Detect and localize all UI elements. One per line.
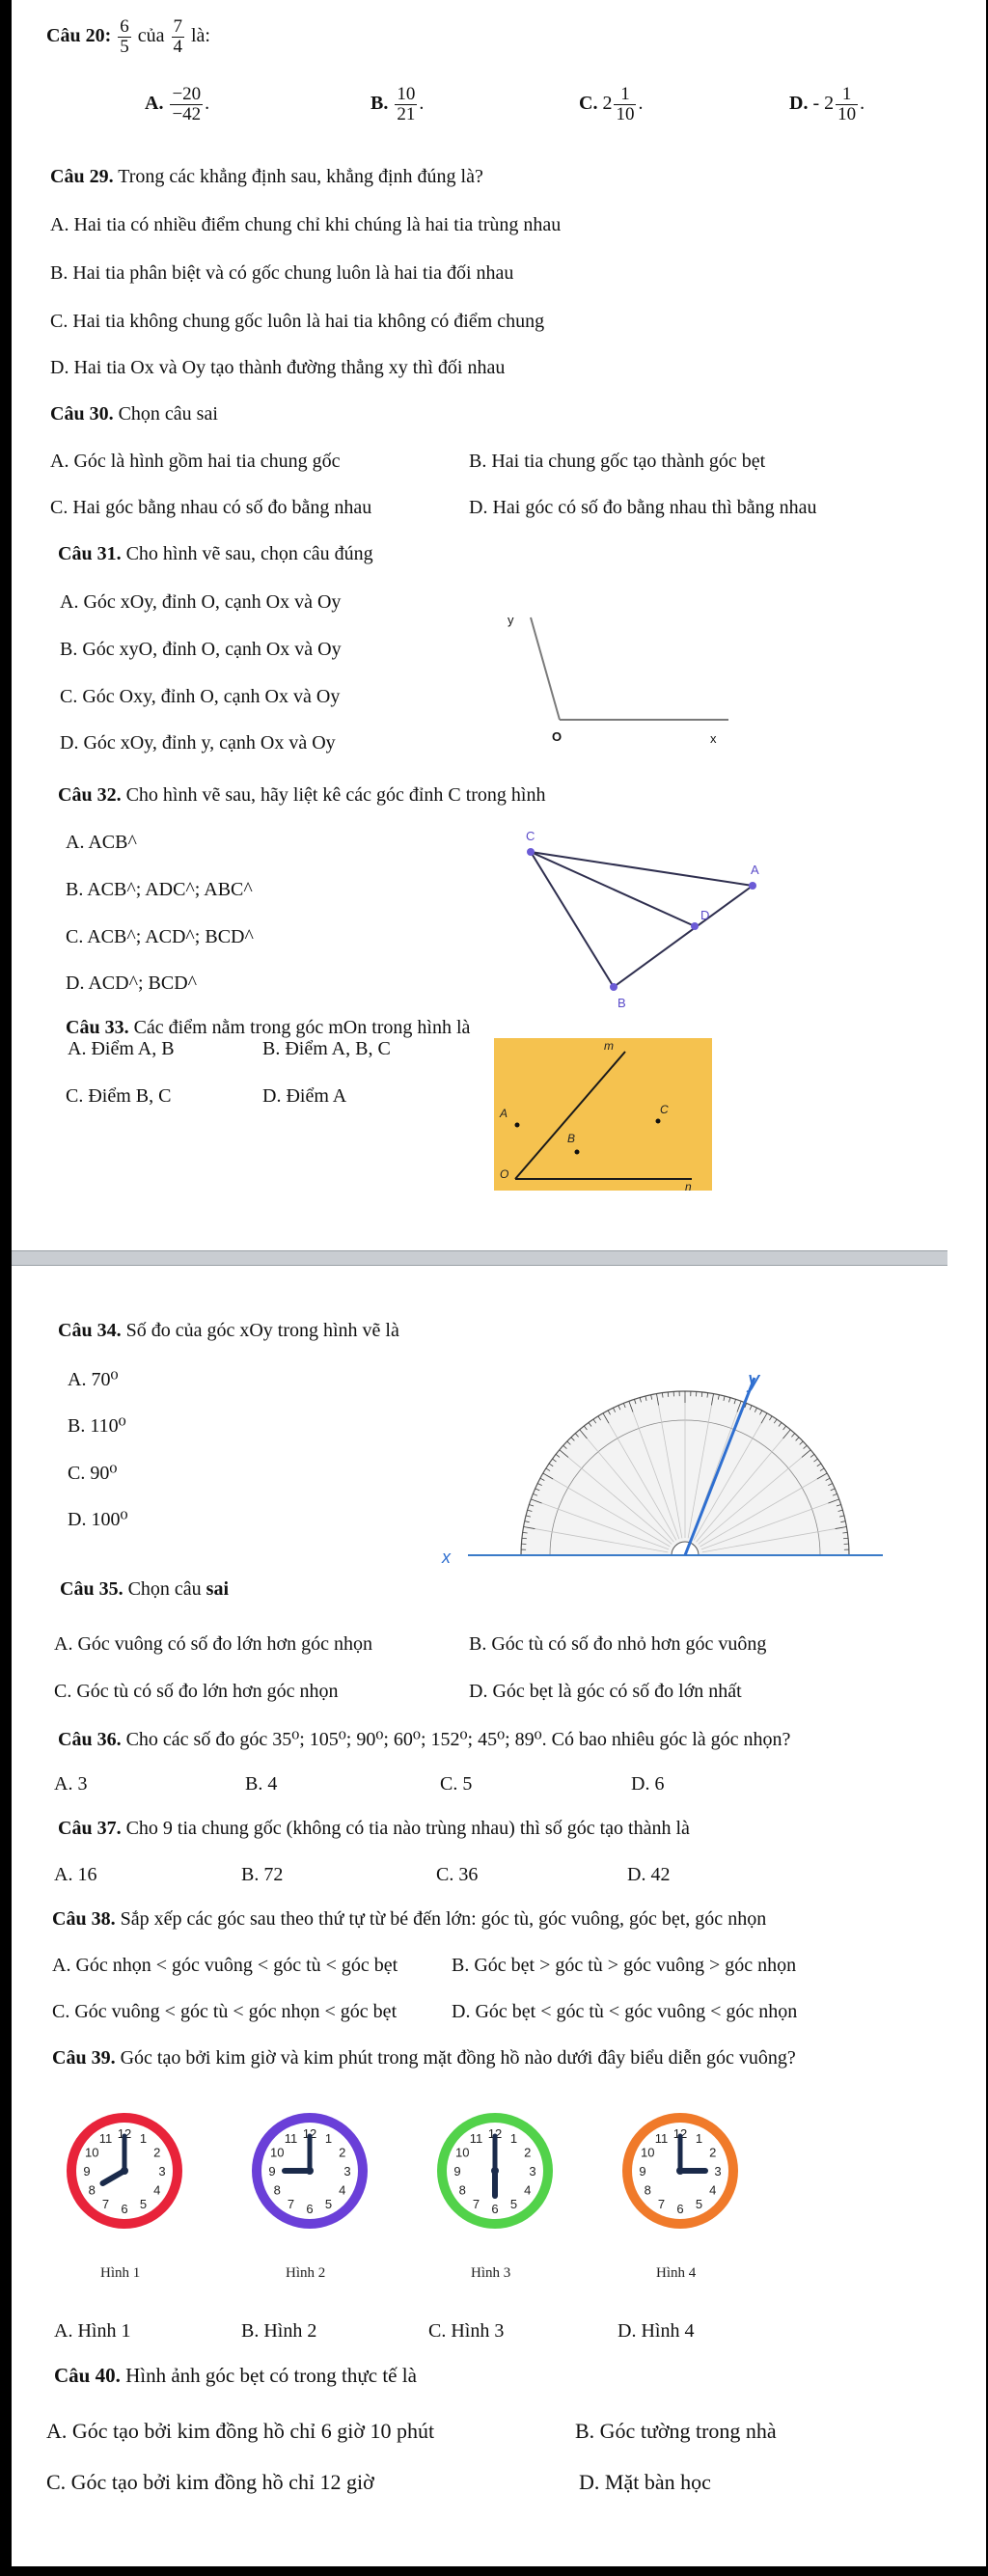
clock-numeral: 3 (529, 2164, 536, 2179)
q32-option-a[interactable]: A. ACB^ (66, 832, 137, 853)
q33-option-d[interactable]: D. Điểm A (262, 1085, 347, 1107)
q30-label: Câu 30. (50, 403, 114, 425)
q32-label-a: A (751, 863, 759, 877)
clock-numeral: 5 (509, 2196, 518, 2211)
clock-numeral: 12 (302, 2126, 317, 2141)
q33-label-m: m (604, 1039, 614, 1053)
clock-numeral: 11 (98, 2131, 113, 2147)
clock-numeral: 4 (524, 2182, 532, 2198)
q33-option-c[interactable]: C. Điểm B, C (66, 1085, 172, 1107)
q32-option-b[interactable]: B. ACB^; ADC^; ABC^ (66, 879, 253, 900)
q33-angle-figure (494, 1038, 712, 1191)
clock-pin (491, 2167, 499, 2175)
q39-stem (52, 2047, 796, 2069)
q20-f1-num: 6 (120, 16, 129, 37)
q33-point-a (515, 1123, 520, 1128)
q33-label-c: C (660, 1103, 669, 1116)
clock-2 (247, 2108, 372, 2233)
q39-option-b[interactable]: B. Hình 2 (241, 2320, 317, 2342)
clock-1 (62, 2108, 187, 2233)
q33-label: Câu 33. (66, 1017, 129, 1038)
q32-stem (58, 784, 546, 807)
q39-option-c[interactable]: C. Hình 3 (428, 2320, 505, 2342)
q33-point-c (656, 1119, 661, 1124)
q39-caption-4: Hình 4 (656, 2265, 697, 2281)
q32-side-ca (531, 852, 753, 886)
q30-stem (50, 403, 218, 425)
q40-option-a[interactable]: A. Góc tạo bởi kim đồng hồ chỉ 6 giờ 10 phút (46, 2419, 435, 2443)
q32-point-b (610, 983, 618, 991)
section-divider (12, 1250, 947, 1266)
q20-c-fraction (614, 85, 636, 124)
clock-numeral: 6 (121, 2202, 128, 2216)
clock-numeral: 1 (139, 2131, 148, 2147)
q20-d-den: 10 (837, 103, 857, 124)
q31-option-b[interactable]: B. Góc xyO, đỉnh O, cạnh Ox và Oy (60, 639, 342, 660)
q38-option-b[interactable]: B. Góc bẹt > góc tù > góc vuông > góc nhọn (452, 1955, 797, 1976)
clock-numeral: 9 (83, 2164, 91, 2179)
q33-label-o: O (500, 1167, 509, 1181)
q29-label: Câu 29. (50, 166, 114, 187)
q32-label-b: B (618, 996, 626, 1010)
clock-numeral: 2 (709, 2145, 717, 2160)
clock-4 (618, 2108, 743, 2233)
q34-label-y: y (748, 1367, 759, 1393)
protractor-tick (701, 1392, 702, 1397)
q34-option-b[interactable]: B. 110⁰ (68, 1415, 126, 1437)
clock-pin (121, 2167, 128, 2175)
q31-ray-oy (531, 617, 560, 720)
clock-numeral: 4 (709, 2182, 717, 2198)
q34-protractor (521, 1391, 849, 1555)
q33-label-a: A (500, 1107, 508, 1120)
q30-option-c[interactable]: C. Hai góc bằng nhau có số đo bằng nhau (50, 497, 372, 518)
q35-option-b[interactable]: B. Góc tù có số đo nhỏ hơn góc vuông (469, 1633, 767, 1655)
q31-label-x: x (710, 731, 717, 746)
q40-option-b[interactable]: B. Góc tường trong nhà (575, 2419, 777, 2443)
clock-numeral: 10 (454, 2145, 470, 2160)
q40-label: Câu 40. (54, 2364, 121, 2387)
q31-label: Câu 31. (58, 543, 122, 564)
clock-numeral: 11 (284, 2131, 298, 2147)
q33-option-b[interactable]: B. Điểm A, B, C (262, 1038, 391, 1059)
clock-numeral: 7 (101, 2196, 110, 2211)
q20-f2-den: 4 (173, 36, 182, 57)
clock-numeral: 10 (269, 2145, 285, 2160)
q31-option-a[interactable]: A. Góc xOy, đỉnh O, cạnh Ox và Oy (60, 591, 342, 613)
q30-option-b[interactable]: B. Hai tia chung gốc tạo thành góc bẹt (469, 451, 766, 472)
q20-of: của (137, 25, 165, 47)
q20-c-den: 10 (616, 103, 635, 124)
q32-side-cd (531, 852, 695, 926)
q32-point-a (749, 882, 756, 890)
q32-point-c (527, 848, 535, 856)
q31-text: Cho hình vẽ sau, chọn câu đúng (125, 543, 373, 564)
q30-option-d[interactable]: D. Hai góc có số đo bằng nhau thì bằng nhau (469, 497, 817, 518)
q39-option-d[interactable]: D. Hình 4 (618, 2320, 695, 2342)
q20-label: Câu 20: (46, 25, 112, 47)
clock-numeral: 1 (509, 2131, 518, 2147)
q38-option-a[interactable]: A. Góc nhọn < góc vuông < góc tù < góc bẹt (52, 1955, 398, 1976)
q32-label-d: D (700, 908, 710, 922)
q36-text: Cho các số đo góc 35⁰; 105⁰; 90⁰; 60⁰; 152⁰; 45⁰; 89⁰. Có bao nhiêu góc là góc nhọn? (125, 1729, 791, 1750)
q33-option-a[interactable]: A. Điểm A, B (68, 1038, 175, 1059)
q20-option-c[interactable]: C. 2 $\frac{1}{10}$ . (579, 84, 644, 124)
q35-bold-word: sai (206, 1578, 230, 1600)
clock-numeral: 3 (158, 2164, 166, 2179)
q32-side-cb (531, 852, 614, 987)
q20-d-fraction (836, 85, 858, 124)
q20-b-num: 10 (397, 84, 416, 104)
q20-b-label: B. (370, 93, 389, 115)
q36-label: Câu 36. (58, 1729, 122, 1750)
q35-text: Chọn câu (127, 1578, 202, 1600)
q29-option-a[interactable]: A. Hai tia có nhiều điểm chung chỉ khi chúng là hai tia trùng nhau (50, 214, 562, 235)
q20-a-num: −20 (172, 84, 202, 104)
q36-option-c[interactable]: C. 5 (440, 1773, 473, 1795)
q29-text: Trong các khẳng định sau, khẳng định đúng là? (118, 166, 483, 187)
q30-text: Chọn câu sai (118, 403, 218, 425)
protractor-tick (843, 1538, 848, 1539)
q34-option-c[interactable]: C. 90⁰ (68, 1463, 118, 1484)
q38-stem (52, 1908, 766, 1931)
q36-option-d[interactable]: D. 6 (631, 1773, 665, 1795)
q37-option-b[interactable]: B. 72 (241, 1864, 284, 1885)
q32-option-d[interactable]: D. ACD^; BCD^ (66, 973, 198, 994)
q34-label-x: x (442, 1548, 451, 1567)
q34-label: Câu 34. (58, 1320, 122, 1341)
q35-label: Câu 35. (60, 1578, 124, 1600)
q20-c-whole: 2 (602, 93, 613, 115)
q32-side-ab (614, 886, 753, 987)
q31-angle-figure (482, 598, 753, 762)
clock-numeral: 2 (153, 2145, 161, 2160)
clock-pin (306, 2167, 314, 2175)
q34-text: Số đo của góc xOy trong hình vẽ là (125, 1320, 399, 1341)
clock-numeral: 12 (117, 2126, 132, 2141)
q20-d-num: 1 (836, 85, 858, 105)
q20-c-num: 1 (614, 85, 636, 105)
clock-numeral: 8 (644, 2182, 651, 2198)
q31-option-c[interactable]: C. Góc Oxy, đỉnh O, cạnh Ox và Oy (60, 686, 341, 707)
q29-option-d[interactable]: D. Hai tia Ox và Oy tạo thành đường thẳng xy thì đối nhau (50, 357, 506, 378)
q37-stem (58, 1818, 690, 1840)
clock-pin (676, 2167, 684, 2175)
q35-option-a[interactable]: A. Góc vuông có số đo lớn hơn góc nhọn (54, 1633, 373, 1655)
q31-label-y: y (508, 613, 514, 627)
q38-text: Sắp xếp các góc sau theo thứ tự từ bé đến lớn: góc tù, góc vuông, góc bẹt, góc nhọn (120, 1908, 767, 1930)
clock-numeral: 5 (139, 2196, 148, 2211)
q20-d-whole: - 2 (812, 93, 835, 115)
q32-point-d (691, 922, 699, 930)
q33-label-n: n (685, 1180, 692, 1191)
clock-numeral: 2 (339, 2145, 346, 2160)
q31-option-d[interactable]: D. Góc xOy, đỉnh y, cạnh Ox và Oy (60, 732, 336, 754)
q35-option-d[interactable]: D. Góc bẹt là góc có số đo lớn nhất (469, 1681, 742, 1702)
q20-b-fraction (395, 85, 417, 124)
q40-text: Hình ảnh góc bẹt có trong thực tế là (125, 2364, 417, 2387)
clock-numeral: 1 (324, 2131, 333, 2147)
clock-numeral: 10 (84, 2145, 99, 2160)
bottom-border (0, 2566, 988, 2576)
clock-3 (432, 2108, 558, 2233)
q39-caption-1: Hình 1 (100, 2265, 141, 2281)
q35-option-c[interactable]: C. Góc tù có số đo lớn hơn góc nhọn (54, 1681, 339, 1702)
q32-label: Câu 32. (58, 784, 122, 806)
q33-point-b (575, 1150, 580, 1155)
q37-label: Câu 37. (58, 1818, 122, 1839)
q38-option-d[interactable]: D. Góc bẹt < góc tù < góc vuông < góc nhọn (452, 2001, 798, 2022)
q29-stem (50, 166, 483, 188)
clock-numeral: 6 (491, 2202, 499, 2216)
q36-option-a[interactable]: A. 3 (54, 1773, 88, 1795)
q34-stem (58, 1320, 399, 1342)
clock-numeral: 9 (268, 2164, 276, 2179)
clock-numeral: 6 (676, 2202, 684, 2216)
q20-f2-num: 7 (173, 16, 182, 37)
q33-text: Các điểm nằm trong góc mOn trong hình là (133, 1017, 471, 1038)
q30-option-a[interactable]: A. Góc là hình gồm hai tia chung gốc (50, 451, 341, 472)
q20-a-den: −42 (172, 103, 202, 124)
q35-stem (60, 1578, 229, 1601)
clock-numeral: 7 (657, 2196, 666, 2211)
clock-numeral: 3 (714, 2164, 722, 2179)
q33-label-b: B (567, 1132, 576, 1145)
clock-numeral: 8 (273, 2182, 281, 2198)
q32-text: Cho hình vẽ sau, hãy liệt kê các góc đỉnh C trong hình (125, 784, 546, 806)
q34-protractor-figure (439, 1360, 902, 1568)
clock-numeral: 7 (287, 2196, 295, 2211)
clock-numeral: 11 (469, 2131, 483, 2147)
q32-option-c[interactable]: C. ACB^; ACD^; BCD^ (66, 926, 254, 947)
q29-option-c[interactable]: C. Hai tia không chung gốc luôn là hai tia không có điểm chung (50, 311, 545, 332)
q36-option-b[interactable]: B. 4 (245, 1773, 278, 1795)
q31-stem (58, 543, 373, 565)
q38-option-c[interactable]: C. Góc vuông < góc tù < góc nhọn < góc bẹt (52, 2001, 398, 2022)
q20-option-b[interactable]: B. $\frac{10}{21}$ . (370, 84, 425, 124)
q36-stem (58, 1727, 790, 1751)
q20-d-label: D. (789, 93, 809, 115)
clock-numeral: 12 (487, 2126, 503, 2141)
q39-label: Câu 39. (52, 2047, 116, 2069)
clock-numeral: 5 (324, 2196, 333, 2211)
q34-option-d[interactable]: D. 100⁰ (68, 1509, 128, 1530)
q20-b-den: 21 (397, 103, 416, 124)
q40-option-d[interactable]: D. Mặt bàn học (579, 2470, 711, 2494)
clock-numeral: 10 (640, 2145, 655, 2160)
q20-fraction-2 (172, 17, 185, 57)
q20-option-a[interactable]: A. $\frac{-20}{-42}$ . (145, 84, 210, 124)
q37-option-c[interactable]: C. 36 (436, 1864, 479, 1885)
clock-numeral: 7 (472, 2196, 480, 2211)
q20-stem (46, 17, 210, 57)
q20-a-fraction (170, 85, 203, 124)
q37-text: Cho 9 tia chung gốc (không có tia nào trùng nhau) thì số góc tạo thành là (125, 1818, 690, 1839)
q39-text: Góc tạo bởi kim giờ và kim phút trong mặt đồng hồ nào dưới đây biểu diễn góc vuông? (120, 2047, 796, 2069)
protractor-tick (668, 1392, 669, 1397)
clock-numeral: 5 (695, 2196, 703, 2211)
q39-option-a[interactable]: A. Hình 1 (54, 2320, 131, 2342)
clock-numeral: 12 (672, 2126, 688, 2141)
q29-option-b[interactable]: B. Hai tia phân biệt và có gốc chung luôn là hai tia đối nhau (50, 262, 514, 284)
q32-triangle-figure (434, 825, 782, 1018)
q31-label-o: O (552, 729, 563, 744)
q32-label-c: C (526, 829, 535, 843)
q34-option-a[interactable]: A. 70⁰ (68, 1369, 119, 1390)
clock-numeral: 2 (524, 2145, 532, 2160)
q20-f1-den: 5 (120, 36, 129, 57)
clock-numeral: 9 (453, 2164, 461, 2179)
protractor-tick (522, 1538, 527, 1539)
clock-numeral: 11 (654, 2131, 669, 2147)
q40-option-c[interactable]: C. Góc tạo bởi kim đồng hồ chỉ 12 giờ (46, 2470, 374, 2494)
q37-option-d[interactable]: D. 42 (627, 1864, 671, 1885)
clock-numeral: 4 (153, 2182, 161, 2198)
q20-c-label: C. (579, 93, 598, 115)
clock-numeral: 3 (343, 2164, 351, 2179)
q33-stem (66, 1017, 470, 1039)
clock-numeral: 1 (695, 2131, 703, 2147)
q20-tail: là: (191, 25, 210, 47)
q20-a-label: A. (145, 93, 164, 115)
clock-numeral: 4 (339, 2182, 346, 2198)
q20-option-d[interactable]: D. - 2 $\frac{1}{10}$ . (789, 84, 865, 124)
left-border (0, 0, 12, 2576)
q40-stem (54, 2364, 417, 2388)
clock-numeral: 6 (306, 2202, 314, 2216)
q38-label: Câu 38. (52, 1908, 116, 1930)
q20-fraction-1 (118, 17, 131, 57)
clock-numeral: 8 (458, 2182, 466, 2198)
clock-numeral: 8 (88, 2182, 96, 2198)
q39-caption-2: Hình 2 (286, 2265, 326, 2281)
q39-caption-3: Hình 3 (471, 2265, 511, 2281)
q37-option-a[interactable]: A. 16 (54, 1864, 97, 1885)
q33-figure-background (494, 1038, 712, 1191)
clock-numeral: 9 (639, 2164, 646, 2179)
